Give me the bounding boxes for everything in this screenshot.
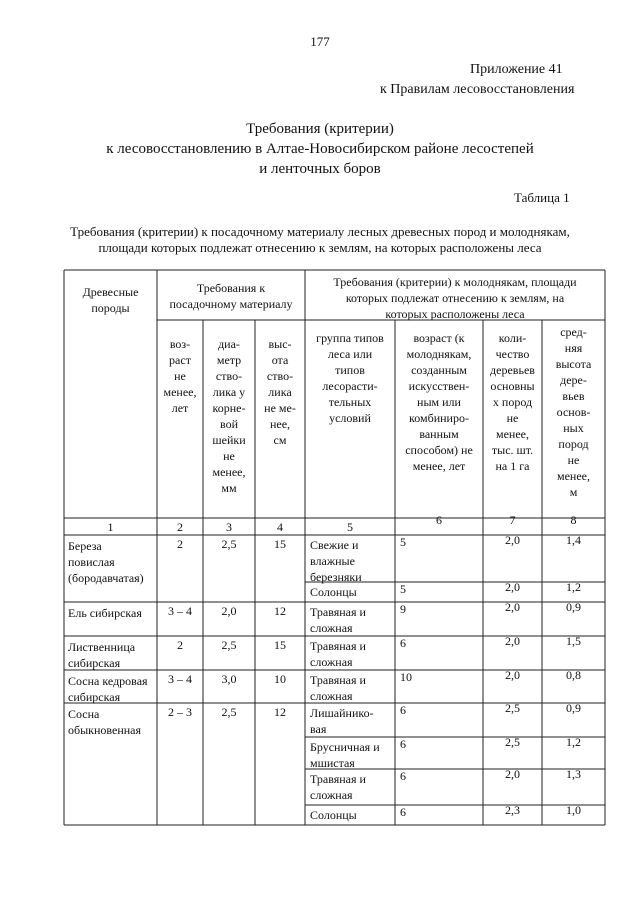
young-stand-age: 5 — [400, 535, 406, 549]
appendix-reference: к Правилам лесовосстановления — [380, 82, 575, 97]
column-number: 8 — [570, 513, 577, 527]
table-caption-line-1: Требования (критерии) к посадочному материалу лесных древесных пород и молоднякам, — [70, 224, 570, 239]
header-diameter: диа- метр ство- лика у корне- вой шейки не менее, мм — [212, 337, 246, 495]
header-young-stands: Требования (критерии) к молоднякам, площади которых подлежат отнесению к землям, на которых расположены леса — [333, 275, 577, 321]
mean-height: 1,5 — [566, 634, 581, 648]
forest-type: Солонцы — [310, 808, 357, 822]
tree-count: 2,0 — [505, 634, 520, 648]
species-name: Сосна кедровая сибирская — [68, 674, 148, 704]
planting-diameter: 3,0 — [221, 672, 237, 686]
header-species: Древесные породы — [82, 285, 139, 315]
header-forest-type: группа типов леса или типов лесорасти- тельных условий — [316, 331, 384, 425]
planting-age: 2 — [177, 537, 183, 551]
tree-count: 2,5 — [505, 701, 520, 715]
planting-age: 2 — [177, 638, 183, 652]
planting-diameter: 2,5 — [221, 638, 237, 652]
tree-count: 2,5 — [505, 735, 520, 749]
tree-count: 2,0 — [505, 533, 520, 547]
column-number: 1 — [107, 520, 114, 534]
column-number: 3 — [226, 520, 232, 534]
young-stand-age: 9 — [400, 602, 406, 616]
forest-type: Солонцы — [310, 585, 357, 599]
mean-height: 0,9 — [566, 600, 581, 614]
mean-height: 1,2 — [566, 735, 581, 749]
young-stand-age: 5 — [400, 582, 406, 596]
young-stand-age: 6 — [400, 769, 406, 783]
appendix-number: Приложение 41 — [470, 62, 563, 77]
planting-age: 3 – 4 — [168, 604, 192, 618]
forest-type: Травяная и сложная — [310, 639, 366, 669]
header-height: выс- ота ство- лика не ме- нее, см — [264, 337, 296, 447]
forest-type: Лишайнико- вая — [310, 706, 374, 736]
document-title-line-1: Требования (критерии) — [246, 121, 394, 137]
forest-type: Брусничная и мшистая — [310, 740, 380, 770]
planting-height: 15 — [274, 537, 286, 551]
header-age: воз- раст не менее, лет — [163, 337, 197, 415]
planting-height: 15 — [274, 638, 286, 652]
planting-age: 3 – 4 — [168, 672, 192, 686]
young-stand-age: 10 — [400, 670, 412, 684]
young-stand-age: 6 — [400, 703, 406, 717]
species-name: Береза повислая (бородавчатая) — [68, 539, 144, 585]
header-planting-material: Требования к посадочному материалу — [169, 281, 293, 311]
planting-height: 12 — [274, 705, 286, 719]
mean-height: 1,2 — [566, 580, 581, 594]
tree-count: 2,0 — [505, 600, 520, 614]
young-stand-age: 6 — [400, 805, 406, 819]
tree-count: 2,0 — [505, 668, 520, 682]
page-number: 177 — [310, 34, 330, 49]
table-caption-line-2: площади которых подлежат отнесению к землям, на которых расположены леса — [98, 240, 542, 255]
species-name: Лиственница сибирская — [68, 640, 136, 670]
forest-type: Травяная и сложная — [310, 605, 366, 635]
forest-type: Травяная и сложная — [310, 673, 366, 703]
header-tree-count: коли- чество деревьев основны х пород не менее, тыс. шт. на 1 га — [490, 331, 535, 473]
document-title-line-2: к лесовосстановлению в Алтае-Новосибирском районе лесостепей — [106, 141, 534, 157]
column-number: 5 — [347, 520, 353, 534]
planting-age: 2 – 3 — [168, 705, 192, 719]
header-mean-height: сред- няя высота дере- вьев основ- ных пород не менее, м — [555, 325, 592, 499]
column-number: 2 — [177, 520, 183, 534]
tree-count: 2,0 — [505, 767, 520, 781]
tree-count: 2,0 — [505, 580, 520, 594]
document-title-line-3: и ленточных боров — [259, 161, 381, 177]
mean-height: 0,8 — [566, 668, 581, 682]
species-name: Ель сибирская — [68, 606, 142, 620]
species-name: Сосна обыкновенная — [68, 707, 142, 737]
mean-height: 1,4 — [566, 533, 581, 547]
planting-height: 12 — [274, 604, 286, 618]
table-label: Таблица 1 — [514, 190, 570, 205]
young-stand-age: 6 — [400, 636, 406, 650]
planting-diameter: 2,0 — [221, 604, 237, 618]
mean-height: 1,0 — [566, 803, 581, 817]
column-number: 4 — [277, 520, 283, 534]
tree-count: 2,3 — [505, 803, 520, 817]
header-young-age: возраст (к молоднякам, созданным искусствен- ным или комбиниро- ванным способом) не менее, лет — [405, 331, 473, 473]
column-number: 7 — [509, 513, 516, 527]
planting-diameter: 2,5 — [221, 705, 237, 719]
column-number: 6 — [436, 513, 442, 527]
planting-diameter: 2,5 — [221, 537, 237, 551]
forest-type: Свежие и влажные березняки — [310, 538, 362, 584]
planting-height: 10 — [274, 672, 286, 686]
forest-type: Травяная и сложная — [310, 772, 366, 802]
young-stand-age: 6 — [400, 737, 406, 751]
mean-height: 0,9 — [566, 701, 581, 715]
mean-height: 1,3 — [566, 767, 581, 781]
